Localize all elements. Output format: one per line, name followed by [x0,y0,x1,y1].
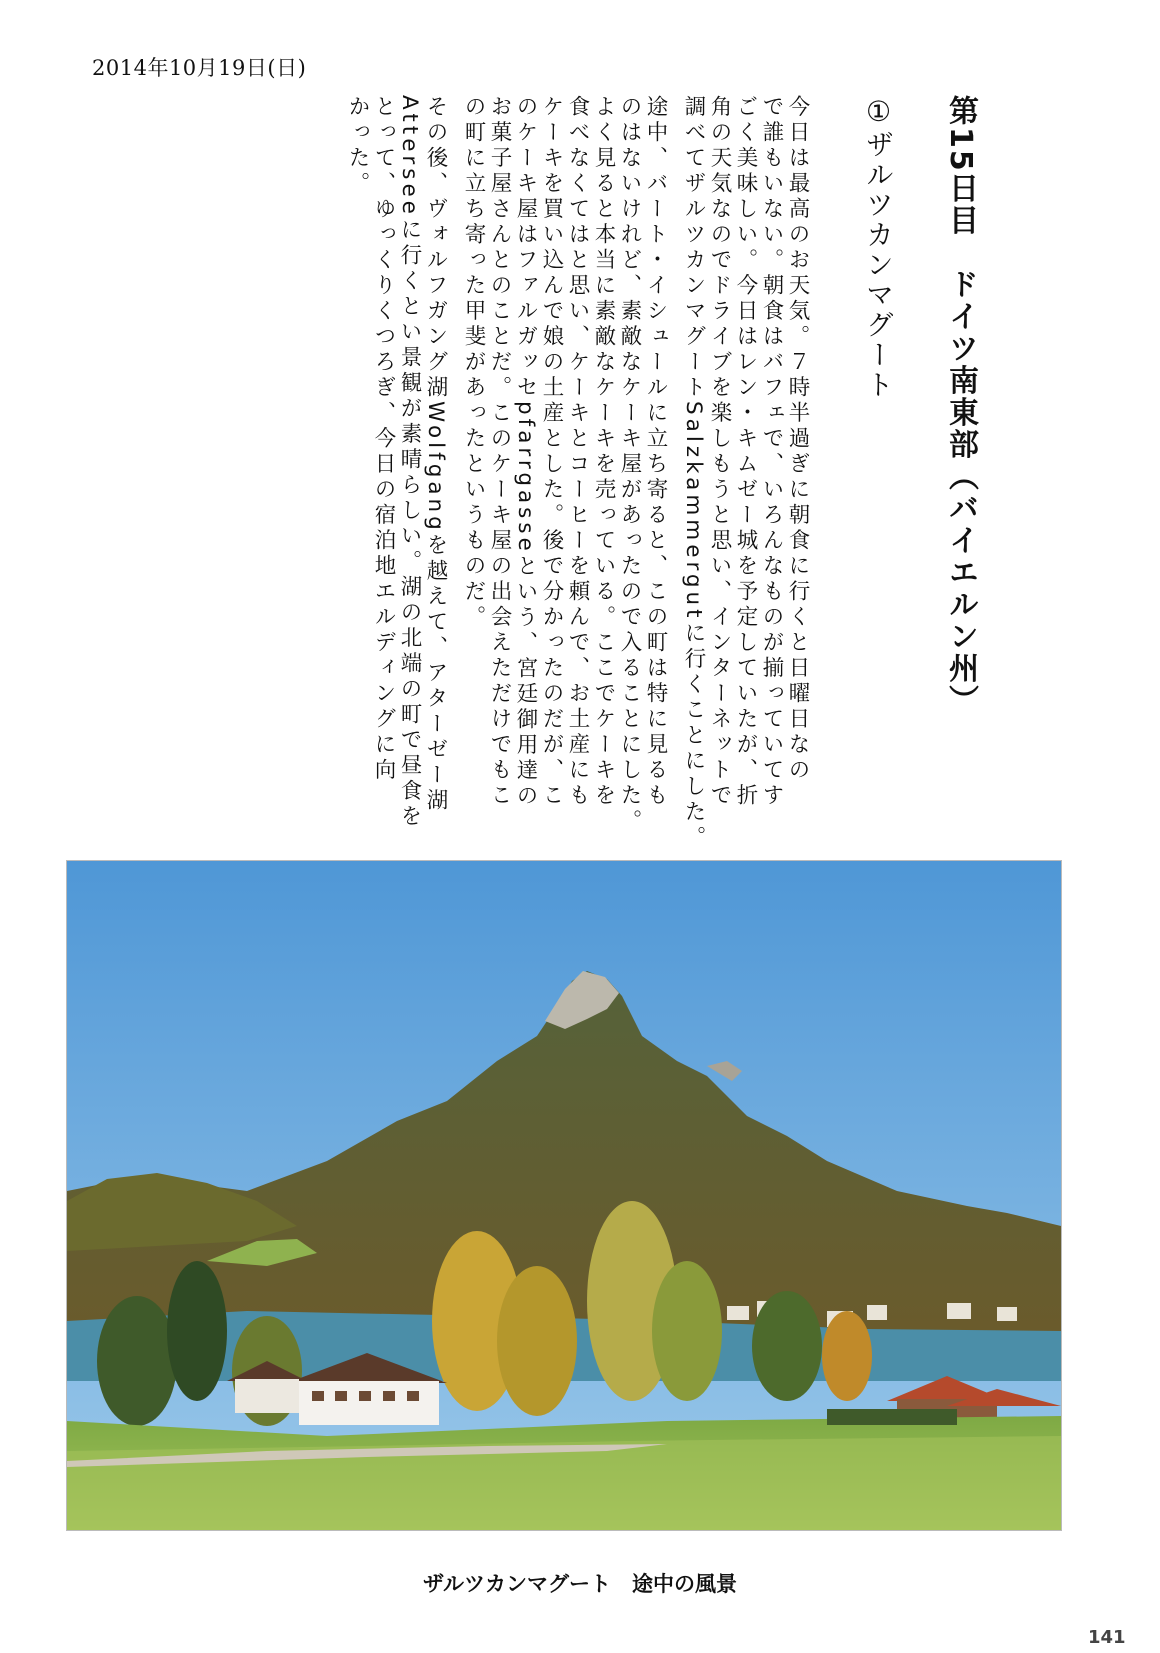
body-column: よく見ると本当に素敵なケーキを売っている。ここでケーキを [591,95,616,809]
body-column: 途中、バート・イシュールに立ち寄ると、この町は特に見るも [643,95,668,809]
body-column: で誰もいない。朝食はバフェで、いろんなものが揃っていてす [759,95,784,809]
body-column: かった。 [345,95,370,197]
body-column: 今日は最高のお天気。７時半過ぎに朝食に行くと日曜日なの [785,95,810,784]
chapter-title: 第15日目 ドイツ南東部（バイエルン州） [943,95,978,717]
body-column: お菓子屋さんとのことだ。このケーキ屋の出会えただけでもこ [487,95,512,809]
page-number: 141 [1088,1627,1126,1648]
body-column: ごく美味しい。今日はレン・キムゼー城を予定していたが、折 [733,95,758,809]
photo-caption: ザルツカンマグート 途中の風景 [423,1572,737,1596]
body-column: 調べてザルツカンマグートSalzkammergutに行くことにした。 [681,95,706,852]
body-column: ケーキを買い込んで娘の土産とした。後で分かったのだが、こ [539,95,564,809]
section-subtitle: ①ザルツカンマグート [862,95,895,400]
body-column: のはないけれど、素敵なケーキ屋があったので入ることにした。 [617,95,642,835]
body-column: その後、ヴォルフガング湖Wolfgangを越えて、アターゼー湖 [423,95,448,815]
body-column: Atterseeに行くとい景観が素晴らしい。湖の北端の町で昼食を [397,95,422,830]
body-column: のケーキ屋はファルガッセpfarrgasseという、宮廷御用達の [513,95,538,810]
page-date: 2014年10月19日(日) [92,56,307,80]
body-column: とって、ゆっくりくつろぎ、今日の宿泊地エルディングに向 [371,95,396,784]
landscape-photo [66,860,1062,1531]
body-column: の町に立ち寄った甲斐があったというものだ。 [461,95,486,631]
body-column: 角の天気なのでドライブを楽しもうと思い、インターネットで [707,95,732,809]
body-column: 食べなくてはと思い、ケーキとコーヒーを頼んで、お土産にも [565,95,590,809]
